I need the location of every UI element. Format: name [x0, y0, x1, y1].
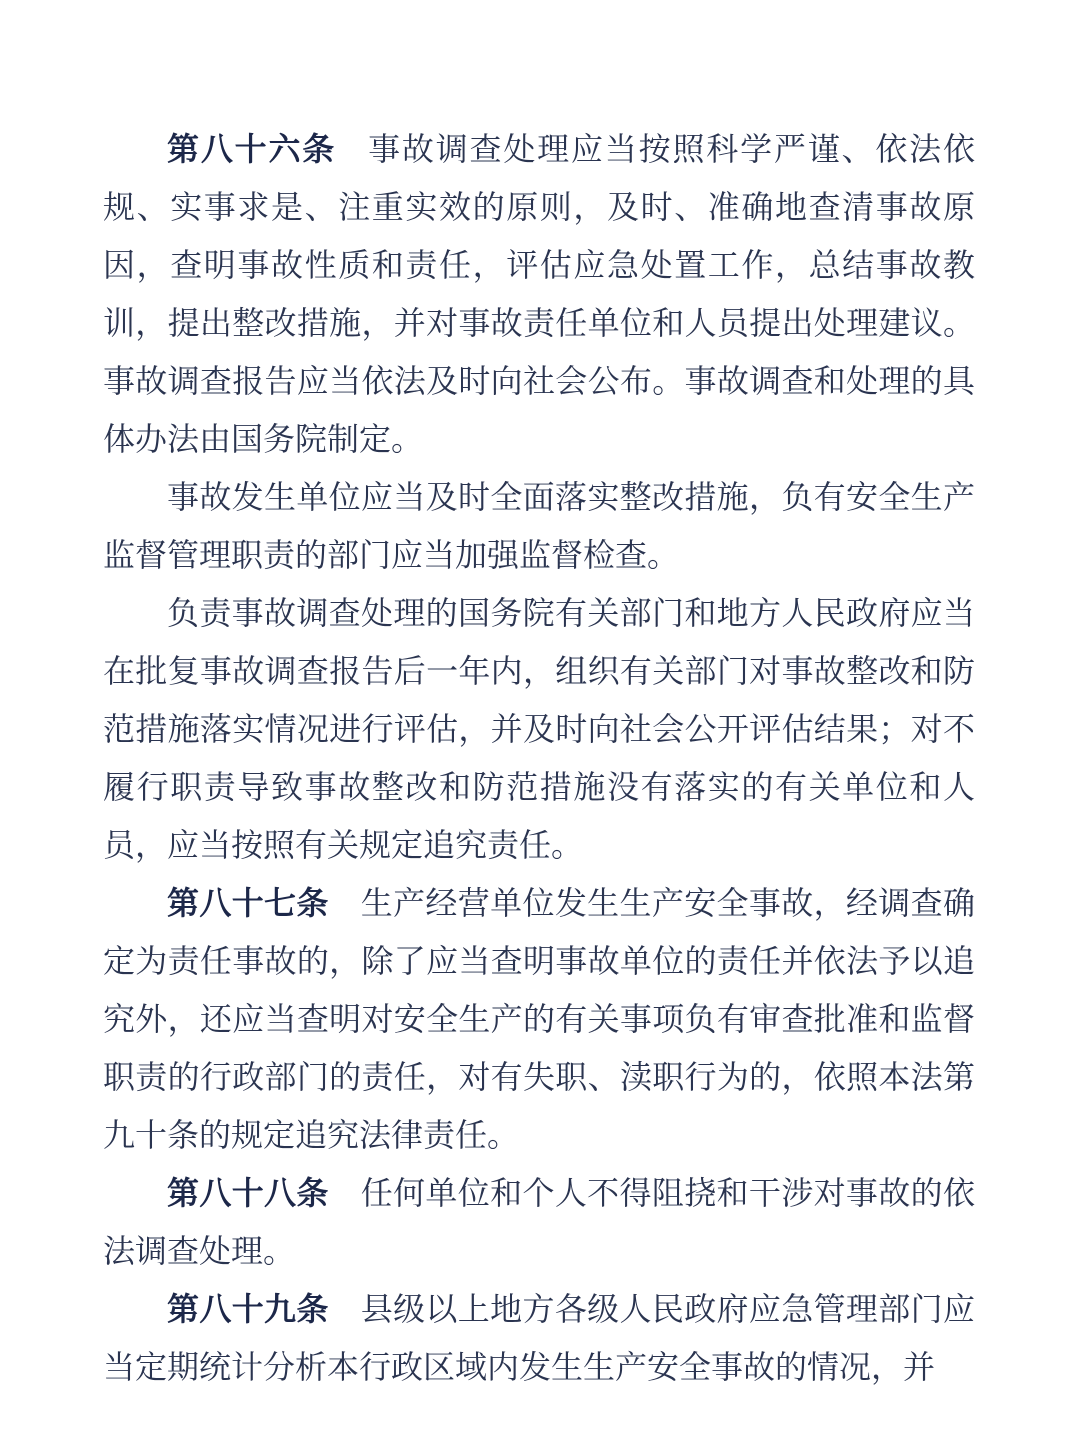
paragraph-article-88	[103, 1164, 975, 1280]
article-88-number: 第八十八条	[167, 1175, 329, 1211]
article-89-text: 县级以上地方各级人民政府应急管理部门应当定期统计分析本行政区域内发生生产安全事故的情况，并	[103, 1291, 975, 1385]
paragraph-article-86-clause-2	[103, 468, 975, 584]
article-86-clause-3-text: 负责事故调查处理的国务院有关部门和地方人民政府应当在批复事故调查报告后一年内，组织有关部门对事故整改和防范措施落实情况进行评估，并及时向社会公开评估结果；对不履行职责导致事故整改和防范措施没有落实的有关单位和人员，应当按照有关规定追究责任。	[103, 595, 975, 863]
article-86-number: 第八十六条	[167, 131, 337, 167]
article-87-text: 生产经营单位发生生产安全事故，经调查确定为责任事故的，除了应当查明事故单位的责任并依法予以追究外，还应当查明对安全生产的有关事项负有审查批准和监督职责的行政部门的责任，对有失职、渎职行为的，依照本法第九十条的规定追究法律责任。	[103, 885, 975, 1153]
article-86-clause-2-text: 事故发生单位应当及时全面落实整改措施，负有安全生产监督管理职责的部门应当加强监督检查。	[103, 479, 975, 573]
article-87-number: 第八十七条	[167, 885, 329, 921]
paragraph-article-87	[103, 874, 975, 1164]
article-86-text: 事故调查处理应当按照科学严谨、依法依规、实事求是、注重实效的原则，及时、准确地查清事故原因，查明事故性质和责任，评估应急处置工作，总结事故教训，提出整改措施，并对事故责任单位和人员提出处理建议。事故调查报告应当依法及时向社会公布。事故调查和处理的具体办法由国务院制定。	[103, 131, 975, 457]
article-88-text: 任何单位和个人不得阻挠和干涉对事故的依法调查处理。	[103, 1175, 975, 1269]
paragraph-article-86-clause-3	[103, 584, 975, 874]
paragraph-article-86	[103, 120, 975, 468]
article-89-number: 第八十九条	[167, 1291, 329, 1327]
paragraph-article-89	[103, 1280, 975, 1396]
